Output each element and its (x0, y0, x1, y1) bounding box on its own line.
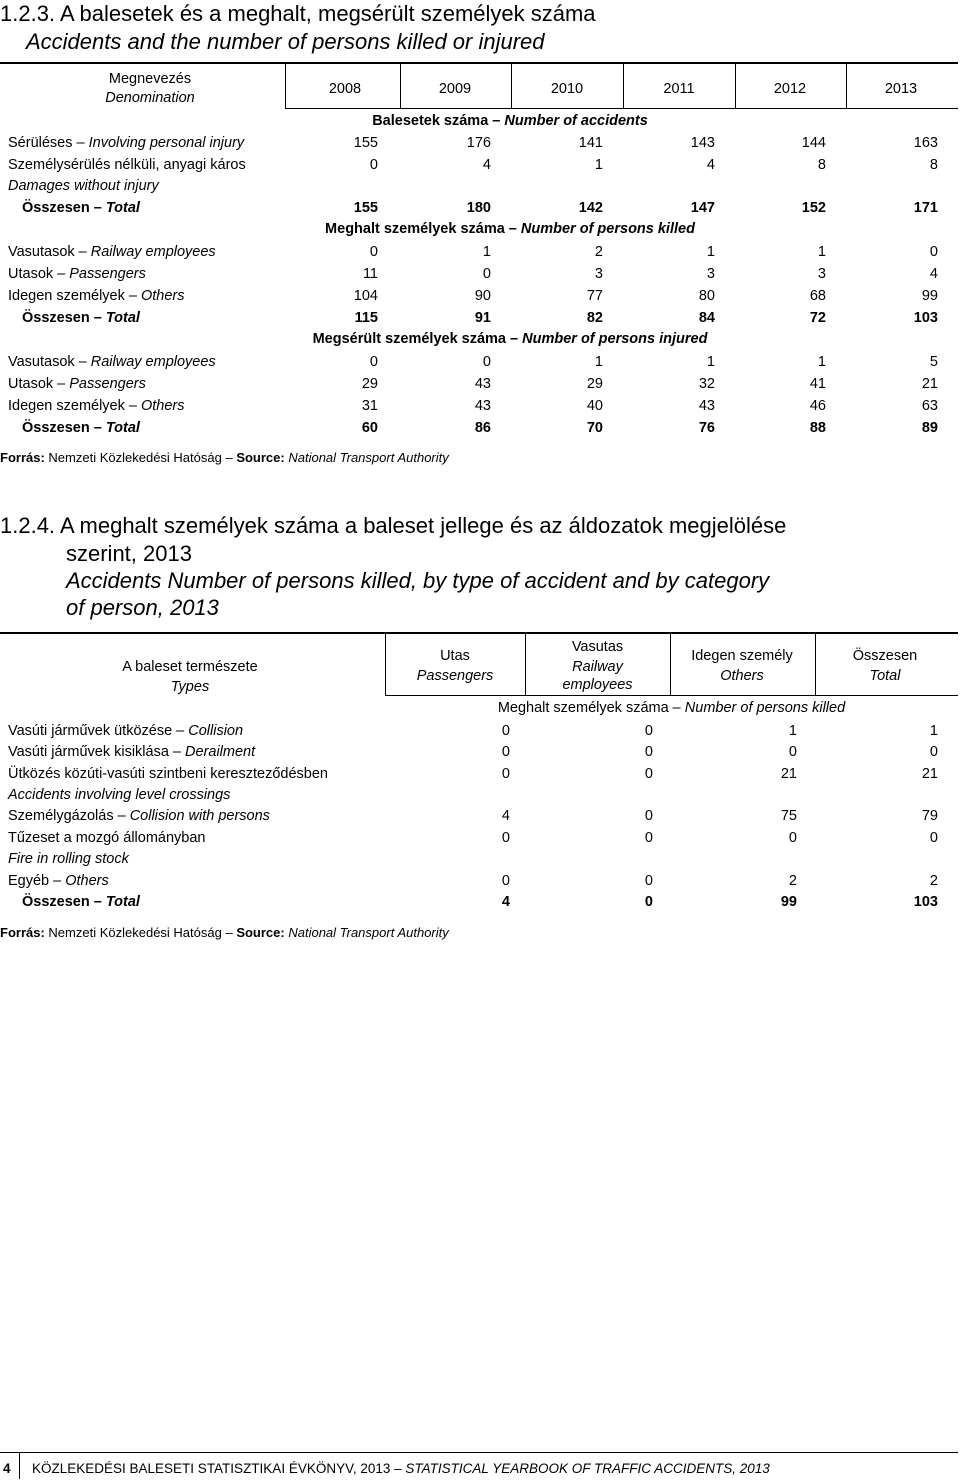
group-heading-injured: Megsérült személyek száma – Number of persons injured (312, 331, 708, 347)
cell-value: 4 (482, 157, 491, 173)
cell-value: 8 (817, 157, 826, 173)
cell-value: 1 (482, 244, 491, 260)
table-row (0, 132, 960, 154)
cell-value: 5 (929, 354, 938, 370)
cell-value: 86 (474, 420, 491, 436)
row-label: Idegen személyek – Others (8, 288, 185, 304)
cell-value: 155 (353, 135, 378, 151)
col-header-hu: Összesen (852, 648, 918, 664)
cell-value: 104 (353, 288, 378, 304)
cell-value: 31 (361, 398, 378, 414)
cell-value: 29 (361, 376, 378, 392)
cell-value: 1 (817, 354, 826, 370)
cell-value: 0 (929, 244, 938, 260)
table-row (0, 395, 960, 417)
denomination-en: Denomination (105, 90, 195, 106)
cell-value: 0 (644, 873, 653, 889)
table-row (0, 154, 960, 176)
row-label: Egyéb – Others (8, 873, 109, 889)
cell-value: 163 (913, 135, 938, 151)
table1-col-divider (400, 63, 401, 109)
cell-value: 0 (501, 744, 510, 760)
table1-col-divider (735, 63, 736, 109)
table1-top-rule (0, 62, 958, 64)
col-header-en: Passengers (416, 668, 494, 684)
section1-title-hu: 1.2.3. A balesetek és a meghalt, megsérült személyek száma (0, 1, 596, 26)
table-row (0, 805, 960, 827)
denomination-hu: Megnevezés (108, 71, 192, 87)
cell-value: 1 (594, 157, 603, 173)
cell-value: 76 (698, 420, 715, 436)
footer-text: KÖZLEKEDÉSI BALESETI STATISZTIKAI ÉVKÖNYV, 2013 – STATISTICAL YEARBOOK OF TRAFFIC ACCIDENTS, 2013 (32, 1461, 770, 1476)
table-row (0, 351, 960, 373)
cell-value: 70 (586, 420, 603, 436)
cell-value: 1 (788, 723, 797, 739)
cell-value: 155 (353, 200, 378, 216)
cell-value: 0 (929, 830, 938, 846)
cell-value: 0 (501, 873, 510, 889)
cell-value: 0 (369, 157, 378, 173)
col-header-en: employees (562, 677, 633, 693)
total-row (0, 417, 960, 439)
row-label-en: Fire in rolling stock (8, 851, 129, 867)
cell-value: 90 (474, 288, 491, 304)
cell-value: 84 (698, 310, 715, 326)
cell-value: 1 (706, 244, 715, 260)
row-label-en: Damages without injury (8, 178, 159, 194)
cell-value: 21 (780, 766, 797, 782)
cell-value: 147 (690, 200, 715, 216)
row-label: Összesen – Total (22, 894, 140, 910)
cell-value: 171 (913, 200, 938, 216)
cell-value: 0 (482, 354, 491, 370)
row-label: Tűzeset a mozgó állományban (8, 830, 206, 846)
row-label: Utasok – Passengers (8, 266, 146, 282)
cell-value: 0 (788, 744, 797, 760)
source-note: Forrás: Nemzeti Közlekedési Hatóság – Source: National Transport Authority (0, 450, 449, 465)
table-row (0, 741, 960, 763)
cell-value: 79 (921, 808, 938, 824)
cell-value: 103 (913, 894, 938, 910)
cell-value: 3 (817, 266, 826, 282)
table2-col-divider (385, 633, 386, 696)
table-row (0, 241, 960, 263)
table-row (0, 827, 960, 849)
cell-value: 2 (788, 873, 797, 889)
cell-value: 1 (929, 723, 938, 739)
year-header: 2013 (884, 81, 918, 97)
cell-value: 1 (706, 354, 715, 370)
cell-value: 21 (921, 766, 938, 782)
cell-value: 40 (586, 398, 603, 414)
cell-value: 143 (690, 135, 715, 151)
cell-value: 0 (369, 244, 378, 260)
table-row (0, 870, 960, 892)
cell-value: 8 (929, 157, 938, 173)
table2-col-divider (815, 633, 816, 696)
cell-value: 43 (474, 376, 491, 392)
cell-value: 88 (809, 420, 826, 436)
col-header-en: Railway (572, 659, 623, 675)
page-number: 4 (3, 1461, 11, 1476)
total-row (0, 197, 960, 219)
cell-value: 77 (586, 288, 603, 304)
cell-value: 99 (780, 894, 797, 910)
section2-title-hu: 1.2.4. A meghalt személyek száma a baleset jellege és az áldozatok megjelölése (0, 513, 787, 538)
cell-value: 41 (809, 376, 826, 392)
section2-title-en-cont: of person, 2013 (66, 595, 219, 620)
row-label: Összesen – Total (22, 200, 140, 216)
table1-header-rule (285, 108, 958, 109)
cell-value: 3 (594, 266, 603, 282)
row-label: Összesen – Total (22, 420, 140, 436)
cell-value: 4 (501, 808, 510, 824)
row-label: Ütközés közúti-vasúti szintbeni kereszteződésben (8, 766, 328, 782)
cell-value: 43 (698, 398, 715, 414)
row-label: Vasutasok – Railway employees (8, 244, 216, 260)
cell-value: 0 (644, 830, 653, 846)
section1-title-en: Accidents and the number of persons killed or injured (26, 29, 545, 54)
cell-value: 176 (466, 135, 491, 151)
col-header-hu: Idegen személy (691, 648, 793, 664)
year-header: 2008 (328, 81, 362, 97)
cell-value: 142 (578, 200, 603, 216)
section2-title-en: Accidents Number of persons killed, by type of accident and by category (66, 568, 770, 593)
total-row (0, 891, 960, 913)
year-header: 2009 (438, 81, 472, 97)
table2-header-rule (385, 695, 958, 696)
table-row-continuation (0, 175, 960, 197)
row-label-en: Accidents involving level crossings (8, 787, 231, 803)
table-row-continuation (0, 848, 960, 870)
source-note: Forrás: Nemzeti Közlekedési Hatóság – Source: National Transport Authority (0, 925, 449, 940)
table-row (0, 285, 960, 307)
row-label: Idegen személyek – Others (8, 398, 185, 414)
cell-value: 99 (921, 288, 938, 304)
types-header-en: Types (170, 679, 210, 695)
row-label: Vasúti járművek kisiklása – Derailment (8, 744, 256, 760)
cell-value: 103 (913, 310, 938, 326)
table1-col-divider (511, 63, 512, 109)
cell-value: 3 (706, 266, 715, 282)
year-header: 2011 (663, 81, 695, 97)
group-heading-killed: Meghalt személyek száma – Number of persons killed (325, 221, 695, 237)
cell-value: 91 (474, 310, 491, 326)
table-row (0, 263, 960, 285)
row-label: Személysérülés nélküli, anyagi káros (8, 157, 246, 173)
cell-value: 0 (644, 894, 653, 910)
col-header-en: Others (720, 668, 764, 684)
table-row (0, 763, 960, 785)
row-label: Személygázolás – Collision with persons (8, 808, 270, 824)
cell-value: 4 (706, 157, 715, 173)
cell-value: 89 (921, 420, 938, 436)
year-header: 2012 (773, 81, 807, 97)
cell-value: 2 (594, 244, 603, 260)
table1-col-divider (846, 63, 847, 109)
cell-value: 0 (501, 766, 510, 782)
table-row (0, 373, 960, 395)
total-row (0, 307, 960, 329)
unit-caption: Meghalt személyek száma – Number of persons killed (497, 700, 846, 716)
group-heading-accidents: Balesetek száma – Number of accidents (372, 113, 648, 129)
cell-value: 29 (586, 376, 603, 392)
cell-value: 115 (354, 310, 378, 326)
cell-value: 4 (929, 266, 938, 282)
section2-title-hu-cont: szerint, 2013 (66, 541, 192, 566)
table-row (0, 720, 960, 742)
cell-value: 4 (501, 894, 510, 910)
cell-value: 141 (578, 135, 603, 151)
cell-value: 68 (809, 288, 826, 304)
col-header-hu: Vasutas (571, 639, 624, 655)
cell-value: 80 (698, 288, 715, 304)
row-label: Összesen – Total (22, 310, 140, 326)
cell-value: 63 (921, 398, 938, 414)
cell-value: 0 (482, 266, 491, 282)
cell-value: 1 (594, 354, 603, 370)
cell-value: 0 (501, 723, 510, 739)
table2-col-divider (525, 633, 526, 696)
cell-value: 75 (780, 808, 797, 824)
cell-value: 152 (801, 200, 826, 216)
col-header-en: Total (869, 668, 901, 684)
row-label: Vasúti járművek ütközése – Collision (8, 723, 244, 739)
page-footer (0, 1452, 958, 1479)
cell-value: 60 (361, 420, 378, 436)
cell-value: 43 (474, 398, 491, 414)
cell-value: 46 (809, 398, 826, 414)
cell-value: 0 (644, 744, 653, 760)
cell-value: 32 (698, 376, 715, 392)
year-header: 2010 (550, 81, 584, 97)
cell-value: 2 (929, 873, 938, 889)
cell-value: 144 (801, 135, 826, 151)
table-row-continuation (0, 784, 960, 806)
table1-col-divider (285, 63, 286, 109)
cell-value: 72 (809, 310, 826, 326)
cell-value: 180 (466, 200, 491, 216)
row-label: Vasutasok – Railway employees (8, 354, 216, 370)
cell-value: 0 (501, 830, 510, 846)
row-label: Utasok – Passengers (8, 376, 146, 392)
table2-col-divider (670, 633, 671, 696)
cell-value: 0 (644, 723, 653, 739)
cell-value: 0 (644, 808, 653, 824)
cell-value: 0 (929, 744, 938, 760)
cell-value: 21 (921, 376, 938, 392)
cell-value: 0 (644, 766, 653, 782)
cell-value: 82 (586, 310, 603, 326)
cell-value: 11 (362, 266, 378, 282)
cell-value: 1 (817, 244, 826, 260)
row-label: Sérüléses – Involving personal injury (8, 135, 245, 151)
types-header-hu: A baleset természete (122, 659, 258, 675)
footer-divider (19, 1453, 20, 1479)
cell-value: 0 (369, 354, 378, 370)
col-header-hu: Utas (440, 648, 470, 664)
cell-value: 0 (788, 830, 797, 846)
table1-col-divider (623, 63, 624, 109)
